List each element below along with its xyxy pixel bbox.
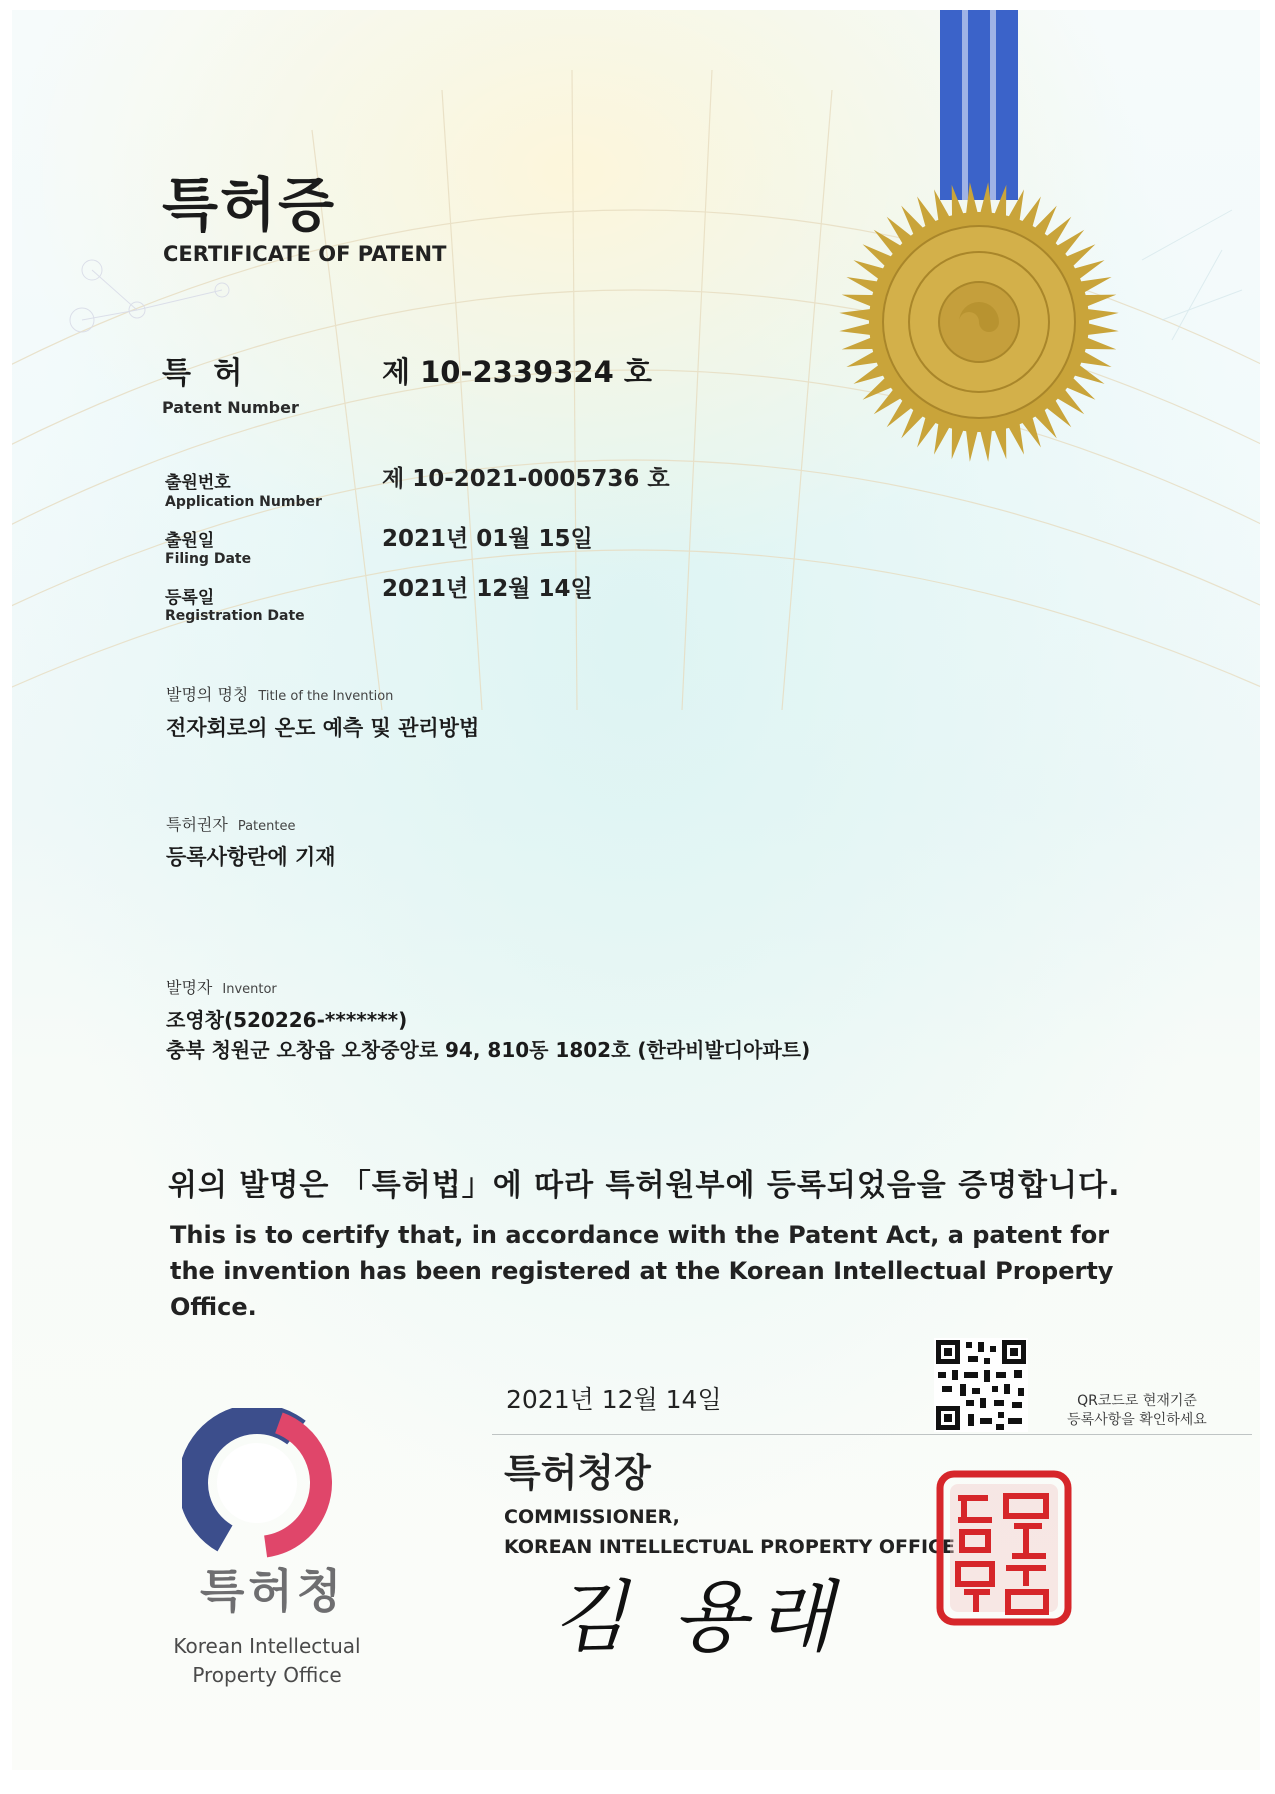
certificate-title-en: CERTIFICATE OF PATENT xyxy=(163,242,447,266)
invention-title-label xyxy=(166,682,393,705)
divider xyxy=(492,1434,1252,1435)
inventor-address: 충북 청원군 오창읍 오창중앙로 94, 810동 1802호 (한라비발디아파트) xyxy=(166,1038,811,1062)
filing-date-value: 2021년 01월 15일 xyxy=(382,526,593,552)
qr-note xyxy=(1042,1392,1232,1430)
application-number-value: 제 10-2021-0005736 호 xyxy=(382,466,670,492)
commissioner-signature: 김 용래 xyxy=(552,1573,843,1663)
patent-number-value: 제 10-2339324 호 xyxy=(382,355,652,389)
patentee-label-en: Patentee xyxy=(237,819,296,834)
patent-number-label-ko: 특 허 xyxy=(162,356,249,391)
invention-title-label-ko: 발명의 명칭 xyxy=(166,685,249,704)
invention-title-label-en: Title of the Invention xyxy=(258,689,394,704)
office-name-en xyxy=(152,1632,382,1690)
commissioner-title-en: COMMISSIONER, xyxy=(504,1506,680,1528)
office-name-en-line1: Korean Intellectual xyxy=(173,1634,361,1658)
invention-title-value: 전자회로의 온도 예측 및 관리방법 xyxy=(166,716,480,740)
taeguk-emblem-icon xyxy=(182,1408,332,1558)
gold-seal xyxy=(832,10,1162,490)
patentee-label xyxy=(166,812,295,835)
certification-text-ko: 위의 발명은 「특허법」에 따라 특허원부에 등록되었음을 증명합니다. xyxy=(168,1168,1121,1203)
certificate-sheet xyxy=(12,10,1260,1770)
registration-date-label-ko: 등록일 xyxy=(165,588,215,608)
inventor-label xyxy=(166,975,277,998)
filing-date-label-en: Filing Date xyxy=(165,551,252,567)
application-number-label-ko: 출원번호 xyxy=(165,473,231,493)
patentee-label-ko: 특허권자 xyxy=(166,815,228,834)
certification-text-en: This is to certify that, in accordance with the Patent Act, a patent for the invention has been registered at the Korean Intellectual Property Office. xyxy=(170,1221,1114,1321)
qr-code[interactable] xyxy=(934,1338,1028,1432)
inventor-name: 조영창(520226-*******) xyxy=(166,1008,408,1032)
commissioner-office-en: KOREAN INTELLECTUAL PROPERTY OFFICE xyxy=(504,1536,955,1558)
registration-date-value: 2021년 12월 14일 xyxy=(382,576,593,602)
filing-date-label-ko: 출원일 xyxy=(165,531,215,551)
qr-note-line1: QR코드로 현재기준 xyxy=(1077,1393,1197,1409)
patentee-value: 등록사항란에 기재 xyxy=(166,845,336,869)
qr-note-line2: 등록사항을 확인하세요 xyxy=(1067,1412,1207,1428)
office-name-ko: 특허청 xyxy=(200,1564,346,1618)
inventor-label-ko: 발명자 xyxy=(166,978,213,997)
application-number-label-en: Application Number xyxy=(165,494,322,510)
issue-date: 2021년 12월 14일 xyxy=(506,1385,722,1414)
registration-date-label-en: Registration Date xyxy=(165,608,305,624)
commissioner-title-ko: 특허청장 xyxy=(504,1451,651,1495)
certificate-title-ko: 특허증 xyxy=(162,171,337,239)
office-name-en-line2: Property Office xyxy=(192,1663,342,1687)
inventor-label-en: Inventor xyxy=(222,982,277,997)
patent-number-label-en: Patent Number xyxy=(162,398,299,417)
official-stamp xyxy=(934,1468,1074,1628)
